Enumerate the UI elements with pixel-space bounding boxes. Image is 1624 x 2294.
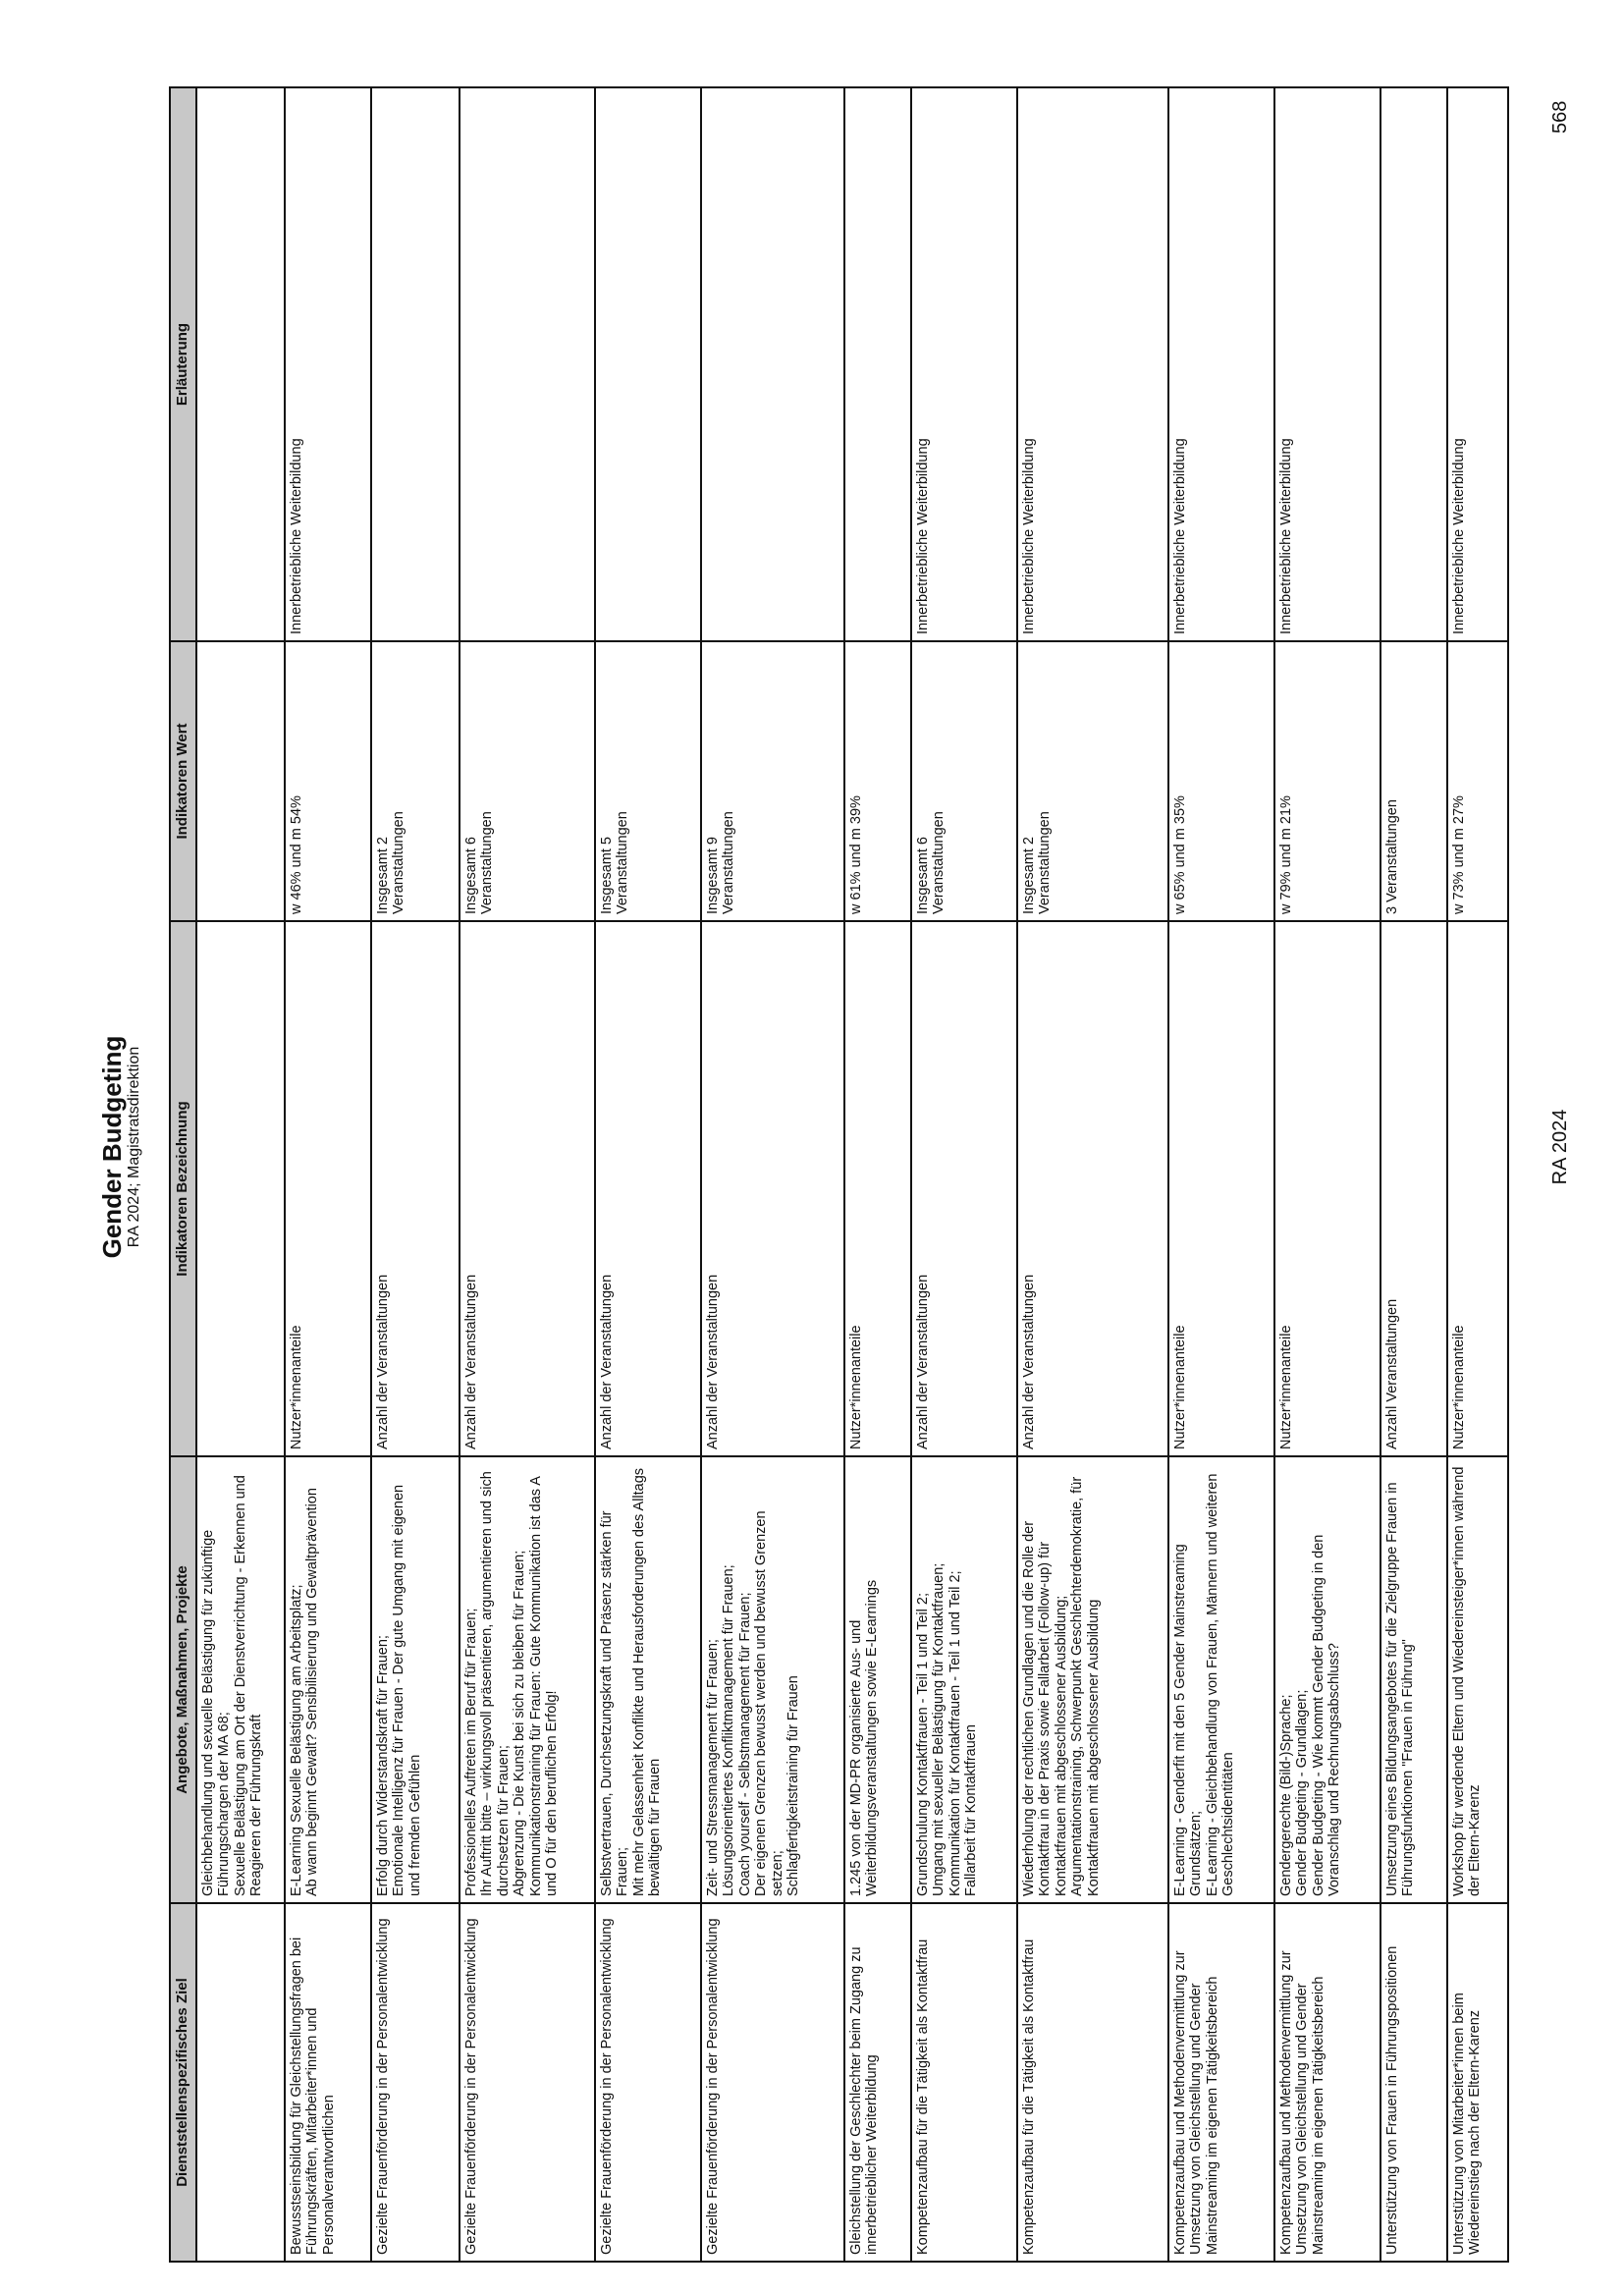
- table-cell: Kompetenzaufbau für die Tätigkeit als Kontaktfrau: [911, 1903, 1017, 2262]
- table-cell: [1380, 87, 1447, 641]
- table-cell: [460, 87, 595, 641]
- table-cell: Nutzer*innenanteile: [1168, 921, 1274, 1456]
- table-cell: Insgesamt 6 Veranstaltungen: [460, 641, 595, 921]
- table-row: [911, 87, 1017, 2262]
- table-cell: Kompetenzaufbau und Methodenvermittlung zur Umsetzung von Gleichstellung und Gender Mainstreaming im eigenen Tätigkeitsbereich: [1168, 1903, 1274, 2262]
- table-cell: Insgesamt 2 Veranstaltungen: [1017, 641, 1168, 921]
- table-cell: 1.245 von der MD-PR organisierte Aus- und Weiterbildungsveranstaltungen sowie E-Learnings: [844, 1456, 911, 1903]
- table-row: [1274, 87, 1380, 2262]
- table-cell: Innerbetriebliche Weiterbildung: [1017, 87, 1168, 641]
- table-cell: Insgesamt 5 Veranstaltungen: [595, 641, 701, 921]
- table-cell: Insgesamt 9 Veranstaltungen: [701, 641, 844, 921]
- table-cell: Anzahl Veranstaltungen: [1380, 921, 1447, 1456]
- table-cell: [196, 641, 285, 921]
- table-row: [1017, 87, 1168, 2262]
- table-body: [196, 87, 1508, 2262]
- table-row: [1168, 87, 1274, 2262]
- table-row: [1447, 87, 1508, 2262]
- table-cell: [595, 87, 701, 641]
- table-cell: Nutzer*innenanteile: [844, 921, 911, 1456]
- table-cell: [196, 87, 285, 641]
- table-cell: Insgesamt 2 Veranstaltungen: [371, 641, 460, 921]
- table-row: [701, 87, 844, 2262]
- table-cell: Selbstvertrauen, Durchsetzungskraft und Präsenz stärken für Frauen; Mit mehr Gelassenheit Konflikte und Herausforderungen des Alltags bewältigen für Frauen: [595, 1456, 701, 1903]
- table-cell: w 73% und m 27%: [1447, 641, 1508, 921]
- table-cell: Anzahl der Veranstaltungen: [1017, 921, 1168, 1456]
- page-subtitle: RA 2024; Magistratsdirektion: [126, 1046, 142, 1248]
- table-cell: Anzahl der Veranstaltungen: [911, 921, 1017, 1456]
- page-number: 568: [1549, 100, 1571, 134]
- table-cell: Gezielte Frauenförderung in der Personalentwicklung: [371, 1903, 460, 2262]
- table-cell: Grundschulung Kontaktfrauen - Teil 1 und Teil 2; Umgang mit sexueller Belästigung für Kontaktfrauen; Kommunikation für Kontaktfrauen - Teil 1 und Teil 2; Fallarbeit für Kontaktfrauen: [911, 1456, 1017, 1903]
- table-cell: Kompetenzaufbau und Methodenvermittlung zur Umsetzung von Gleichstellung und Gender Mainstreaming im eigenen Tätigkeitsbereich: [1274, 1903, 1380, 2262]
- table-cell: Innerbetriebliche Weiterbildung: [911, 87, 1017, 641]
- table-row: [844, 87, 911, 2262]
- table-cell: E-Learning Sexuelle Belästigung am Arbeitsplatz; Ab wann beginnt Gewalt? Sensibilisierung und Gewaltprävention: [285, 1456, 371, 1903]
- table-cell: Anzahl der Veranstaltungen: [701, 921, 844, 1456]
- table-cell: Anzahl der Veranstaltungen: [371, 921, 460, 1456]
- table-cell: Gendergerechte (Bild-)Sprache; Gender Budgeting - Grundlagen; Gender Budgeting - Wie kommt Gender Budgeting in den Voranschlag und Rechnungsabschluss?: [1274, 1456, 1380, 1903]
- table-cell: Umsetzung eines Bildungsangebotes für die Zielgruppe Frauen in Führungsfunktionen "Frauen in Führung": [1380, 1456, 1447, 1903]
- table-header-row: [170, 87, 196, 2262]
- table-cell: Wiederholung der rechtlichen Grundlagen und die Rolle der Kontaktfrau in der Praxis sowie Fallarbeit (Follow-up) für Kontaktfrauen mit abgeschlossener Ausbildung; Argumentationstraining, Schwerpunkt Geschlechterdemokratie, für Kontaktfrauen mit abgeschlossener Ausbildung: [1017, 1456, 1168, 1903]
- table-cell: Innerbetriebliche Weiterbildung: [1168, 87, 1274, 641]
- table-cell: Workshop für werdende Eltern und Wiedereinsteiger*innen während der Eltern-Karenz: [1447, 1456, 1508, 1903]
- table-row: [460, 87, 595, 2262]
- gender-budgeting-table: [169, 86, 1509, 2263]
- table-cell: w 46% und m 54%: [285, 641, 371, 921]
- table-cell: Nutzer*innenanteile: [285, 921, 371, 1456]
- table-cell: Zeit- und Stressmanagement für Frauen; Lösungsorientiertes Konfliktmanagement für Frauen; Coach yourself - Selbstmanagement für Frauen; Der eigenen Grenzen bewusst werden und bewusst Grenzen setzen; Schlagfertigkeitstraining für Frauen: [701, 1456, 844, 1903]
- table-row: [196, 87, 285, 2262]
- table-cell: Erfolg durch Widerstandskraft für Frauen; Emotionale Intelligenz für Frauen - Der gute Umgang mit eigenen und fremden Gefühlen: [371, 1456, 460, 1903]
- table-cell: Nutzer*innenanteile: [1274, 921, 1380, 1456]
- table-cell: Gleichbehandlung und sexuelle Belästigung für zukünftige Führungschargen der MA 68; Sexuelle Belästigung am Ort der Dienstverrichtung - Erkennen und Reagieren der Führungskraft: [196, 1456, 285, 1903]
- table-cell: Gezielte Frauenförderung in der Personalentwicklung: [460, 1903, 595, 2262]
- table-cell: [371, 87, 460, 641]
- table-cell: Gezielte Frauenförderung in der Personalentwicklung: [701, 1903, 844, 2262]
- column-header: Indikatoren Wert: [170, 641, 196, 921]
- table-cell: E-Learning - Genderfit mit den 5 Gender Mainstreaming Grundsätzen; E-Learning - Gleichbehandlung von Frauen, Männern und weiteren Geschlechtsidentitäten: [1168, 1456, 1274, 1903]
- table-cell: Kompetenzaufbau für die Tätigkeit als Kontaktfrau: [1017, 1903, 1168, 2262]
- table-row: [595, 87, 701, 2262]
- table-cell: [196, 921, 285, 1456]
- column-header: Dienststellenspezifisches Ziel: [170, 1903, 196, 2262]
- column-header: Indikatoren Bezeichnung: [170, 921, 196, 1456]
- table-cell: Gezielte Frauenförderung in der Personalentwicklung: [595, 1903, 701, 2262]
- table-row: [285, 87, 371, 2262]
- table-row: [1380, 87, 1447, 2262]
- page-title: Gender Budgeting: [97, 1035, 127, 1259]
- table-cell: Unterstützung von Frauen in Führungspositionen: [1380, 1903, 1447, 2262]
- table-row: [371, 87, 460, 2262]
- table-cell: [196, 1903, 285, 2262]
- table-cell: Insgesamt 6 Veranstaltungen: [911, 641, 1017, 921]
- page-header: [98, 0, 143, 2294]
- table-cell: w 61% und m 39%: [844, 641, 911, 921]
- table-cell: Professionelles Auftreten im Beruf für Frauen; Ihr Auftritt bitte – wirkungsvoll präsentieren, argumentieren und sich durchsetzen für Frauen; Abgrenzung - Die Kunst bei sich zu bleiben für Frauen; Kommunikationstraining für Frauen: Gute Kommunikation ist das A und O für den beruflichen Erfolg!: [460, 1456, 595, 1903]
- column-header: Erläuterung: [170, 87, 196, 641]
- table-cell: Anzahl der Veranstaltungen: [460, 921, 595, 1456]
- table-cell: Innerbetriebliche Weiterbildung: [1447, 87, 1508, 641]
- table-cell: w 79% und m 21%: [1274, 641, 1380, 921]
- table-cell: Bewusstseinsbildung für Gleichstellungsfragen bei Führungskräften, Mitarbeiter*innen und Personalverantwortlichen: [285, 1903, 371, 2262]
- footer-label: RA 2024: [1549, 1109, 1571, 1185]
- table-cell: Innerbetriebliche Weiterbildung: [285, 87, 371, 641]
- column-header: Angebote, Maßnahmen, Projekte: [170, 1456, 196, 1903]
- table-cell: 3 Veranstaltungen: [1380, 641, 1447, 921]
- table-cell: Gleichstellung der Geschlechter beim Zugang zu innerbetrieblicher Weiterbildung: [844, 1903, 911, 2262]
- table-cell: Nutzer*innenanteile: [1447, 921, 1508, 1456]
- table-cell: Unterstützung von Mitarbeiter*innen beim Wiedereinstieg nach der Eltern-Karenz: [1447, 1903, 1508, 2262]
- table-cell: [701, 87, 844, 641]
- table-cell: Anzahl der Veranstaltungen: [595, 921, 701, 1456]
- table-cell: Innerbetriebliche Weiterbildung: [1274, 87, 1380, 641]
- table-cell: [844, 87, 911, 641]
- table-cell: w 65% und m 35%: [1168, 641, 1274, 921]
